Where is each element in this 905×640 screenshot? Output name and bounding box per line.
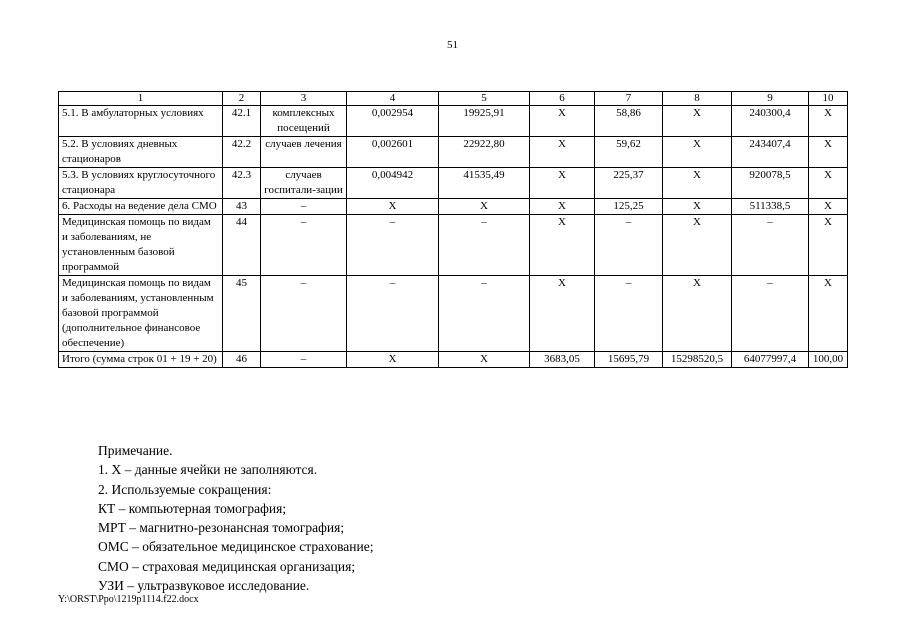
- table-cell: 45: [223, 276, 261, 352]
- table-cell: 15298520,5: [663, 352, 732, 368]
- table-cell: X: [663, 276, 732, 352]
- table-cell: 225,37: [595, 168, 663, 199]
- table-cell: комплексных посещений: [261, 106, 347, 137]
- table-cell: X: [530, 215, 595, 276]
- table-cell: –: [595, 276, 663, 352]
- file-path-footer: Y:\ORST\Ppo\1219p1114.f22.docx: [58, 594, 199, 605]
- table-cell: –: [732, 215, 809, 276]
- table-cell: 5.3. В условиях круглосуточного стационара: [59, 168, 223, 199]
- table-cell: X: [530, 106, 595, 137]
- table-cell: X: [530, 276, 595, 352]
- table-row: [59, 137, 848, 168]
- table-cell: X: [663, 137, 732, 168]
- table-cell: X: [663, 215, 732, 276]
- column-header: 4: [347, 92, 439, 106]
- table-cell: –: [261, 215, 347, 276]
- table-cell: X: [347, 199, 439, 215]
- note-line: КТ – компьютерная томография;: [98, 500, 287, 516]
- table-cell: X: [347, 352, 439, 368]
- table-cell: 6. Расходы на ведение дела СМО: [59, 199, 223, 215]
- table-cell: –: [595, 215, 663, 276]
- note-line: 2. Используемые сокращения:: [98, 481, 272, 497]
- table-cell: –: [261, 276, 347, 352]
- table-cell: –: [347, 215, 439, 276]
- table-cell: X: [809, 215, 848, 276]
- table-cell: 44: [223, 215, 261, 276]
- table-cell: 920078,5: [732, 168, 809, 199]
- note-line: 1. X – данные ячейки не заполняются.: [98, 462, 318, 478]
- table-row: [59, 199, 848, 215]
- table-cell: –: [439, 215, 530, 276]
- column-header: 1: [59, 92, 223, 106]
- table-cell: 243407,4: [732, 137, 809, 168]
- table-cell: X: [663, 199, 732, 215]
- table-row-total: [59, 352, 848, 368]
- table-cell: –: [347, 276, 439, 352]
- table-cell: 240300,4: [732, 106, 809, 137]
- column-header: 8: [663, 92, 732, 106]
- table-cell: 15695,79: [595, 352, 663, 368]
- table-cell: 511338,5: [732, 199, 809, 215]
- table-cell: X: [809, 199, 848, 215]
- table-cell: X: [530, 137, 595, 168]
- note-line: МРТ – магнитно-резонансная томография;: [98, 520, 345, 536]
- table-cell: Медицинская помощь по видам и заболеваниям, установленным базовой программой (дополнительное финансовое обеспечение): [59, 276, 223, 352]
- notes-heading: Примечание.: [98, 443, 173, 458]
- table-cell: X: [663, 106, 732, 137]
- table-cell: 41535,49: [439, 168, 530, 199]
- table-header-row: [59, 92, 848, 106]
- table-cell: –: [261, 199, 347, 215]
- column-header: 10: [809, 92, 848, 106]
- table-cell: 42.2: [223, 137, 261, 168]
- table-cell: 0,002601: [347, 137, 439, 168]
- notes-block: [98, 441, 373, 595]
- table-cell: случаев госпитали-зации: [261, 168, 347, 199]
- table-cell: 0,002954: [347, 106, 439, 137]
- table-cell: X: [809, 137, 848, 168]
- table-cell: 3683,05: [530, 352, 595, 368]
- note-line: УЗИ – ультразвуковое исследование.: [98, 578, 310, 594]
- table-cell: 59,62: [595, 137, 663, 168]
- table-cell: 43: [223, 199, 261, 215]
- table-row: [59, 215, 848, 276]
- table-cell: случаев лечения: [261, 137, 347, 168]
- table-row: [59, 276, 848, 352]
- page-number: 51: [447, 39, 458, 51]
- table-cell: –: [439, 276, 530, 352]
- table-cell: 19925,91: [439, 106, 530, 137]
- column-header: 5: [439, 92, 530, 106]
- table-cell: X: [439, 199, 530, 215]
- table-cell: Медицинская помощь по видам и заболеваниям, не установленным базовой программой: [59, 215, 223, 276]
- table-cell: 64077997,4: [732, 352, 809, 368]
- table-cell: –: [732, 276, 809, 352]
- table-cell: Итого (сумма строк 01 + 19 + 20): [59, 352, 223, 368]
- table-cell: 22922,80: [439, 137, 530, 168]
- table-cell: X: [530, 199, 595, 215]
- table-row: [59, 168, 848, 199]
- table-cell: 100,00: [809, 352, 848, 368]
- table-cell: 5.2. В условиях дневных стационаров: [59, 137, 223, 168]
- table-cell: 125,25: [595, 199, 663, 215]
- data-table: [58, 91, 848, 368]
- column-header: 7: [595, 92, 663, 106]
- table-cell: X: [809, 168, 848, 199]
- column-header: 6: [530, 92, 595, 106]
- table-cell: 5.1. В амбулаторных условиях: [59, 106, 223, 137]
- table-cell: 46: [223, 352, 261, 368]
- table-cell: X: [809, 276, 848, 352]
- table-row: [59, 106, 848, 137]
- column-header: 3: [261, 92, 347, 106]
- table-cell: X: [809, 106, 848, 137]
- table-cell: 42.3: [223, 168, 261, 199]
- table-cell: 42.1: [223, 106, 261, 137]
- table-cell: 58,86: [595, 106, 663, 137]
- note-line: ОМС – обязательное медицинское страхование;: [98, 539, 374, 555]
- column-header: 2: [223, 92, 261, 106]
- table-cell: X: [530, 168, 595, 199]
- table-cell: X: [439, 352, 530, 368]
- note-line: СМО – страховая медицинская организация;: [98, 558, 356, 574]
- table-cell: X: [663, 168, 732, 199]
- column-header: 9: [732, 92, 809, 106]
- table-cell: 0,004942: [347, 168, 439, 199]
- table-cell: –: [261, 352, 347, 368]
